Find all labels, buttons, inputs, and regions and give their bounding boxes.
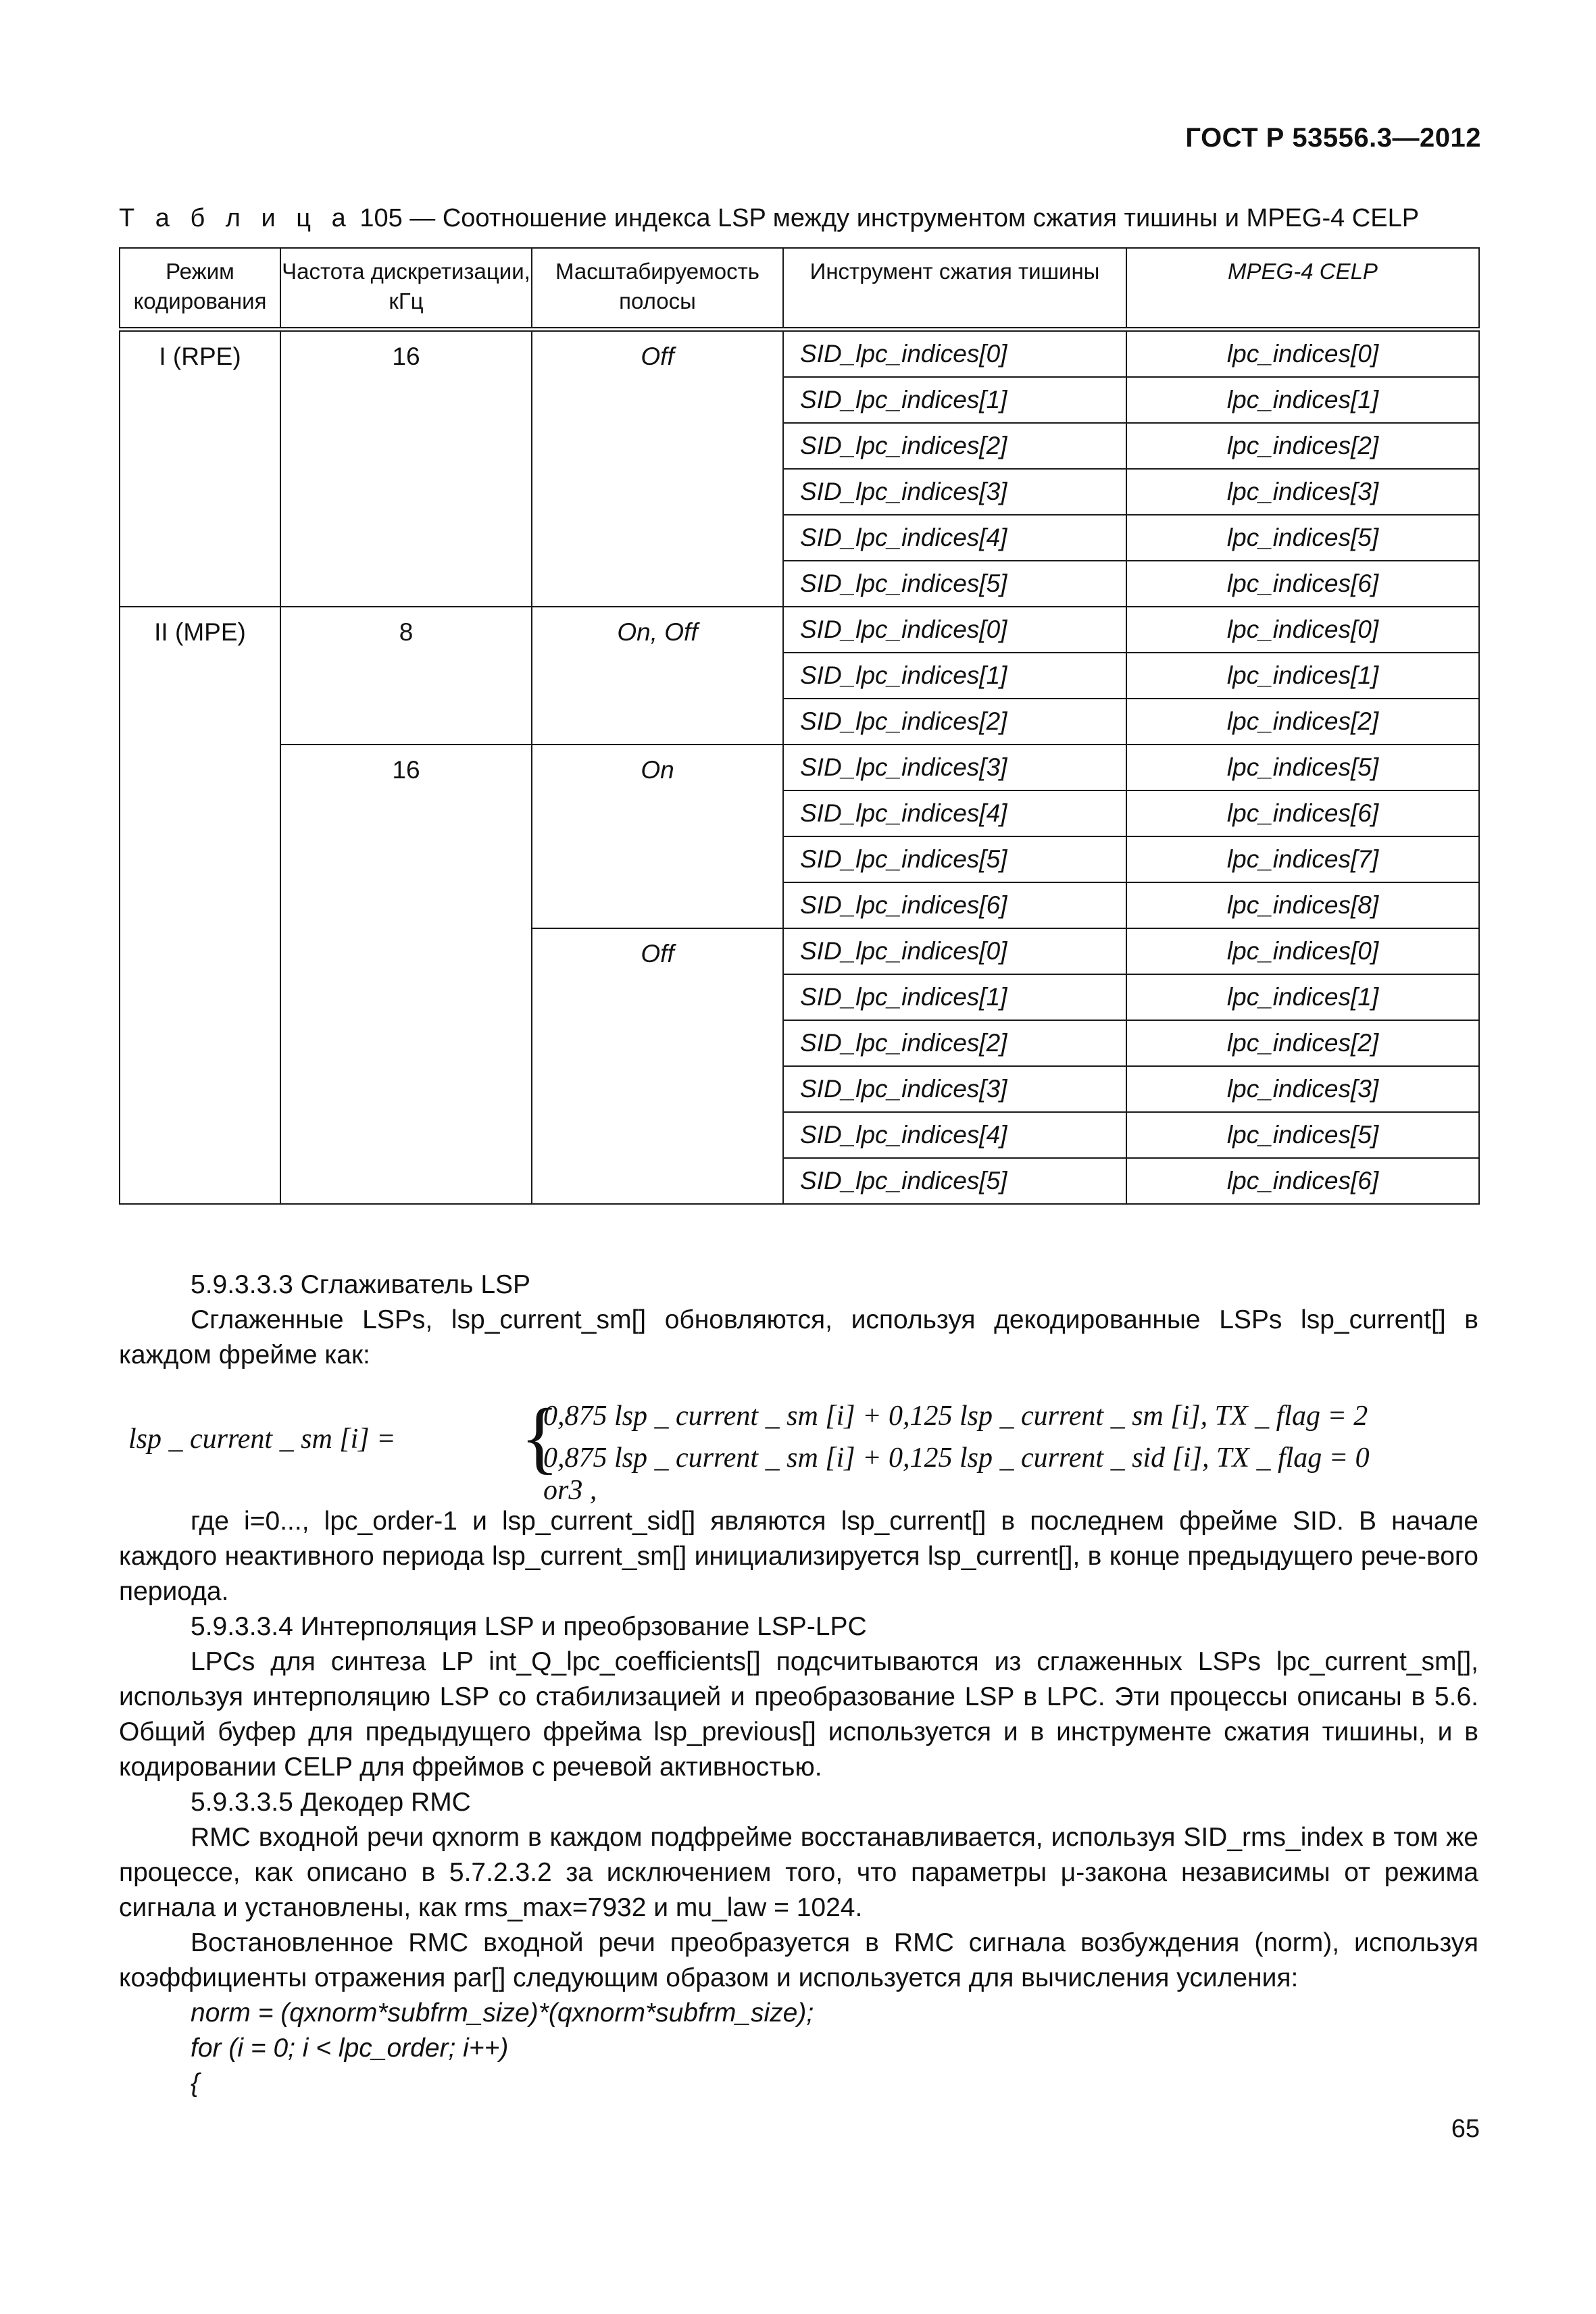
interpolation-text: LPCs для синтеза LP int_Q_lpc_coefficients[] подсчитываются из сглаженных LSPs lpc_current_sm[], используя интерполяцию LSP со стабилизацией и преобразование LSP в LPC. Эти процессы описаны в 5.6. Общий буфер для предыдущего фрейма lsp_previous[] используется и в инструменте сжатия тишины, и в кодировании CELP для фреймов с речевой активностью. bbox=[119, 1647, 1478, 1782]
silence-tool-cell: SID_lpc_indices[3] bbox=[783, 745, 1126, 790]
interpolation-heading: 5.9.3.3.4 Интерполяция LSP и преобрзование LSP-LPC bbox=[191, 1612, 867, 1641]
silence-tool-cell: SID_lpc_indices[2] bbox=[783, 1020, 1126, 1066]
celp-cell: lpc_indices[3] bbox=[1126, 469, 1479, 515]
silence-tool-cell: SID_lpc_indices[0] bbox=[783, 607, 1126, 653]
smoother-note: где i=0..., lpc_order-1 и lsp_current_sid[] являются lsp_current[] в последнем фрейме SID. В начале каждого неактивного периода lsp_current_sm[] инициализируется lsp_current[], в конце предыдущего рече-вого периода. bbox=[119, 1507, 1478, 1606]
silence-tool-cell: SID_lpc_indices[4] bbox=[783, 515, 1126, 561]
standard-header: ГОСТ Р 53556.3—2012 bbox=[1185, 123, 1481, 153]
table-row bbox=[120, 330, 1479, 378]
celp-cell: lpc_indices[2] bbox=[1126, 423, 1479, 469]
body-text bbox=[119, 1504, 1478, 2101]
smoother-intro: Сглаженные LSPs, lsp_current_sm[] обновляются, используя декодированные LSPs lsp_current[] в каждом фрейме как: bbox=[119, 1305, 1478, 1369]
table-row bbox=[120, 745, 1479, 790]
silence-tool-cell: SID_lpc_indices[5] bbox=[783, 1158, 1126, 1204]
celp-cell: lpc_indices[1] bbox=[1126, 377, 1479, 423]
code-line-2: for (i = 0; i < lpc_order; i++) bbox=[191, 2034, 509, 2063]
code-line-3: { bbox=[191, 2069, 200, 2098]
mode-cell: II (MPE) bbox=[120, 607, 280, 1204]
code-line-1: norm = (qxnorm*subfrm_size)*(qxnorm*subfrm_size); bbox=[191, 1998, 814, 2028]
formula-case-1: 0,875 lsp _ current _ sm [i] + 0,125 lsp _ current _ sm [i], TX _ flag = 2 bbox=[543, 1401, 1368, 1432]
celp-cell: lpc_indices[5] bbox=[1126, 1112, 1479, 1158]
celp-cell: lpc_indices[1] bbox=[1126, 653, 1479, 699]
col-header-silence-tool: Инструмент сжатия тишины bbox=[783, 248, 1126, 330]
silence-tool-cell: SID_lpc_indices[2] bbox=[783, 699, 1126, 745]
celp-cell: lpc_indices[5] bbox=[1126, 515, 1479, 561]
formula-brace: { bbox=[520, 1392, 559, 1482]
table-header-row bbox=[120, 248, 1479, 330]
silence-tool-cell: SID_lpc_indices[4] bbox=[783, 790, 1126, 836]
celp-cell: lpc_indices[8] bbox=[1126, 882, 1479, 928]
table-caption-text: 105 — Соотношение индекса LSP между инструментом сжатия тишины и MPEG-4 CELP bbox=[359, 204, 1420, 232]
silence-tool-cell: SID_lpc_indices[1] bbox=[783, 653, 1126, 699]
table-caption bbox=[119, 204, 1419, 233]
col-header-celp: MPEG-4 CELP bbox=[1126, 248, 1479, 330]
mode-cell: I (RPE) bbox=[120, 330, 280, 607]
celp-cell: lpc_indices[0] bbox=[1126, 928, 1479, 974]
celp-cell: lpc_indices[6] bbox=[1126, 561, 1479, 607]
celp-cell: lpc_indices[7] bbox=[1126, 836, 1479, 882]
silence-tool-cell: SID_lpc_indices[2] bbox=[783, 423, 1126, 469]
silence-tool-cell: SID_lpc_indices[0] bbox=[783, 928, 1126, 974]
smoother-heading: 5.9.3.3.3 Сглаживатель LSP bbox=[191, 1270, 531, 1299]
frequency-cell: 16 bbox=[280, 745, 532, 1204]
formula-case-2: 0,875 lsp _ current _ sm [i] + 0,125 lsp _ current _ sid [i], TX _ flag = 0 or3 , bbox=[543, 1442, 1370, 1506]
table-caption-label: Т а б л и ц а bbox=[119, 204, 353, 232]
col-header-scalability: Масштабируемость полосы bbox=[532, 248, 783, 330]
decoder-heading: 5.9.3.3.5 Декодер RMC bbox=[191, 1788, 471, 1817]
smoothing-formula bbox=[122, 1392, 1405, 1506]
celp-cell: lpc_indices[2] bbox=[1126, 699, 1479, 745]
celp-cell: lpc_indices[6] bbox=[1126, 1158, 1479, 1204]
decoder-text-1: RMC входной речи qxnorm в каждом подфрейме восстанавливается, используя SID_rms_index в том же процессе, как описано в 5.7.2.3.2 за исключением того, что параметры μ-закона независимы от режима сигнала и установлены, как rms_max=7932 и mu_law = 1024. bbox=[119, 1823, 1478, 1922]
smoother-section bbox=[119, 1267, 1478, 1373]
silence-tool-cell: SID_lpc_indices[1] bbox=[783, 377, 1126, 423]
silence-tool-cell: SID_lpc_indices[0] bbox=[783, 330, 1126, 378]
table-row bbox=[120, 607, 1479, 653]
celp-cell: lpc_indices[5] bbox=[1126, 745, 1479, 790]
celp-cell: lpc_indices[0] bbox=[1126, 607, 1479, 653]
silence-tool-cell: SID_lpc_indices[5] bbox=[783, 561, 1126, 607]
lsp-index-table bbox=[119, 247, 1480, 1205]
frequency-cell: 8 bbox=[280, 607, 532, 745]
scalability-cell: On bbox=[532, 745, 783, 928]
celp-cell: lpc_indices[2] bbox=[1126, 1020, 1479, 1066]
celp-cell: lpc_indices[6] bbox=[1126, 790, 1479, 836]
silence-tool-cell: SID_lpc_indices[4] bbox=[783, 1112, 1126, 1158]
silence-tool-cell: SID_lpc_indices[1] bbox=[783, 974, 1126, 1020]
page-number: 65 bbox=[1451, 2115, 1480, 2143]
decoder-text-2: Востановленное RMC входной речи преобразуется в RMC сигнала возбуждения (norm), используя коэффициенты отражения par[] следующим образом и используется для вычисления усиления: bbox=[119, 1928, 1478, 1992]
celp-cell: lpc_indices[0] bbox=[1126, 330, 1479, 378]
frequency-cell: 16 bbox=[280, 330, 532, 607]
scalability-cell: Off bbox=[532, 928, 783, 1204]
celp-cell: lpc_indices[3] bbox=[1126, 1066, 1479, 1112]
silence-tool-cell: SID_lpc_indices[3] bbox=[783, 469, 1126, 515]
formula-lhs: lsp _ current _ sm [i] = bbox=[128, 1424, 396, 1455]
scalability-cell: On, Off bbox=[532, 607, 783, 745]
scalability-cell: Off bbox=[532, 330, 783, 607]
silence-tool-cell: SID_lpc_indices[3] bbox=[783, 1066, 1126, 1112]
col-header-frequency: Частота дискретизации, кГц bbox=[280, 248, 532, 330]
silence-tool-cell: SID_lpc_indices[5] bbox=[783, 836, 1126, 882]
celp-cell: lpc_indices[1] bbox=[1126, 974, 1479, 1020]
silence-tool-cell: SID_lpc_indices[6] bbox=[783, 882, 1126, 928]
col-header-mode: Режим кодирования bbox=[120, 248, 280, 330]
